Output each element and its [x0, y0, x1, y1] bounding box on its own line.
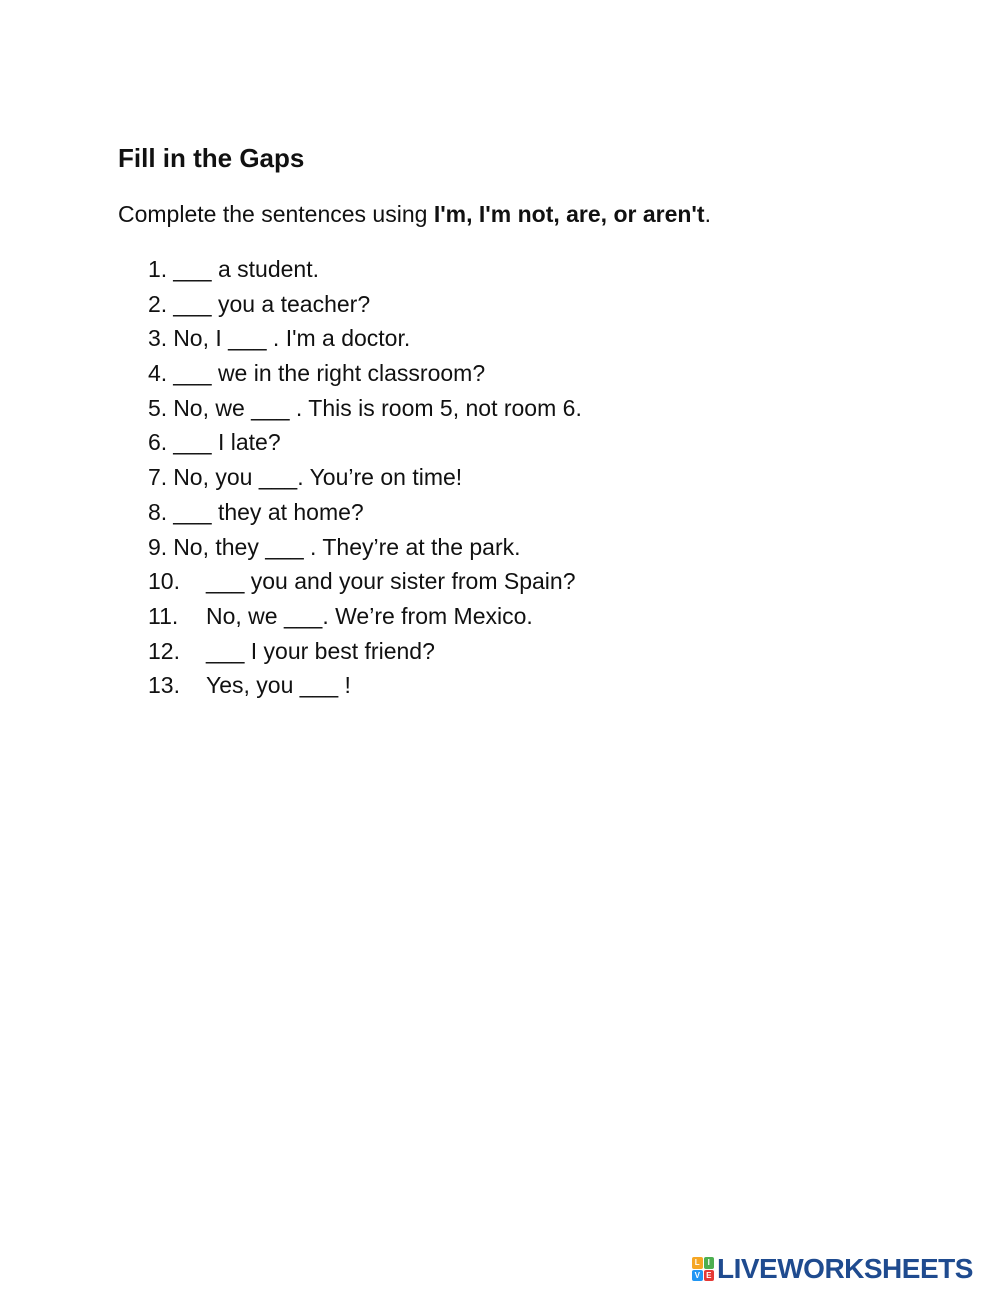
- list-item: [148, 357, 582, 392]
- item-text: ___ you a teacher?: [173, 290, 371, 317]
- list-item: [148, 496, 582, 531]
- item-number: 3.: [148, 325, 168, 352]
- item-text: ___ I late?: [173, 429, 281, 456]
- item-number: 7.: [148, 464, 168, 491]
- item-text: ___ we in the right classroom?: [173, 360, 486, 387]
- logo-text: LIVEWORKSHEETS: [717, 1253, 973, 1284]
- item-text: ___ they at home?: [173, 498, 364, 525]
- worksheet-instructions: [118, 199, 711, 229]
- item-number: 2.: [148, 290, 168, 317]
- logo-mark-cell: L: [692, 1257, 703, 1269]
- instructions-prefix: Complete the sentences using: [118, 201, 434, 227]
- item-text: ___ a student.: [173, 256, 319, 282]
- list-item: [148, 531, 582, 566]
- item-text: No, you ___. You’re on time!: [173, 464, 463, 491]
- item-number: 9.: [148, 533, 168, 560]
- item-text: ___ you and your sister from Spain?: [206, 568, 576, 595]
- item-number: 12.: [148, 637, 180, 664]
- list-item: [148, 461, 582, 496]
- list-item: [148, 426, 582, 461]
- exercise-list: [148, 253, 582, 704]
- instructions-bold-words: I'm, I'm not, are, or aren't: [433, 201, 705, 227]
- item-text: ___ I your best friend?: [206, 637, 435, 664]
- item-text: No, we ___ . This is room 5, not room 6.: [173, 394, 582, 421]
- worksheet-title: Fill in the Gaps: [118, 143, 305, 173]
- list-item: [148, 565, 582, 600]
- item-number: 10.: [148, 568, 180, 595]
- logo-mark-cell: V: [692, 1270, 703, 1282]
- item-number: 6.: [148, 429, 168, 456]
- list-item: [148, 253, 582, 288]
- list-item: [148, 669, 582, 704]
- item-text: Yes, you ___ !: [206, 672, 351, 699]
- list-item: [148, 392, 582, 427]
- item-number: 1.: [148, 256, 168, 282]
- instructions-suffix: .: [704, 201, 711, 227]
- item-number: 4.: [148, 360, 168, 387]
- item-number: 11.: [148, 602, 179, 629]
- item-text: No, I ___ . I'm a doctor.: [173, 325, 411, 352]
- list-item: [148, 600, 582, 635]
- liveworksheets-logo: [692, 1254, 973, 1284]
- item-number: 5.: [148, 394, 168, 421]
- list-item: [148, 635, 582, 670]
- list-item: [148, 288, 582, 323]
- item-text: No, we ___. We’re from Mexico.: [206, 602, 533, 629]
- logo-mark-cell: E: [704, 1270, 715, 1282]
- logo-mark-cell: I: [704, 1257, 715, 1269]
- item-text: No, they ___ . They’re at the park.: [173, 533, 521, 560]
- liveworksheets-logo-icon: [692, 1257, 714, 1281]
- list-item: [148, 322, 582, 357]
- item-number: 8.: [148, 498, 168, 525]
- item-number: 13.: [148, 672, 180, 699]
